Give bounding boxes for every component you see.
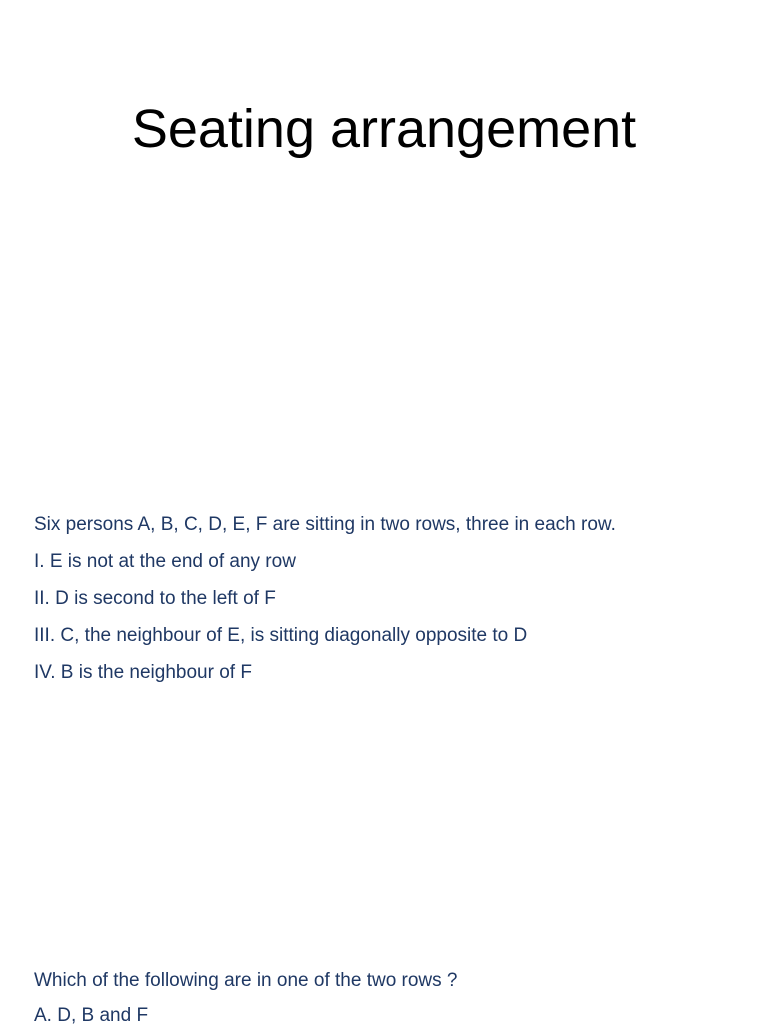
question-prompt: Which of the following are in one of the two rows ?: [34, 970, 458, 991]
condition-2: II. D is second to the left of F: [34, 588, 276, 609]
question-block: [34, 968, 754, 1024]
condition-3: III. C, the neighbour of E, is sitting diagonally opposite to D: [34, 625, 528, 646]
problem-statement: [34, 512, 754, 697]
answer-option-a: A. D, B and F: [34, 1005, 149, 1024]
slide-title: Seating arrangement: [131, 99, 637, 159]
condition-4: IV. B is the neighbour of F: [34, 662, 252, 683]
problem-intro: Six persons A, B, C, D, E, F are sitting in two rows, three in each row.: [34, 514, 616, 535]
condition-1: I. E is not at the end of any row: [34, 551, 296, 572]
